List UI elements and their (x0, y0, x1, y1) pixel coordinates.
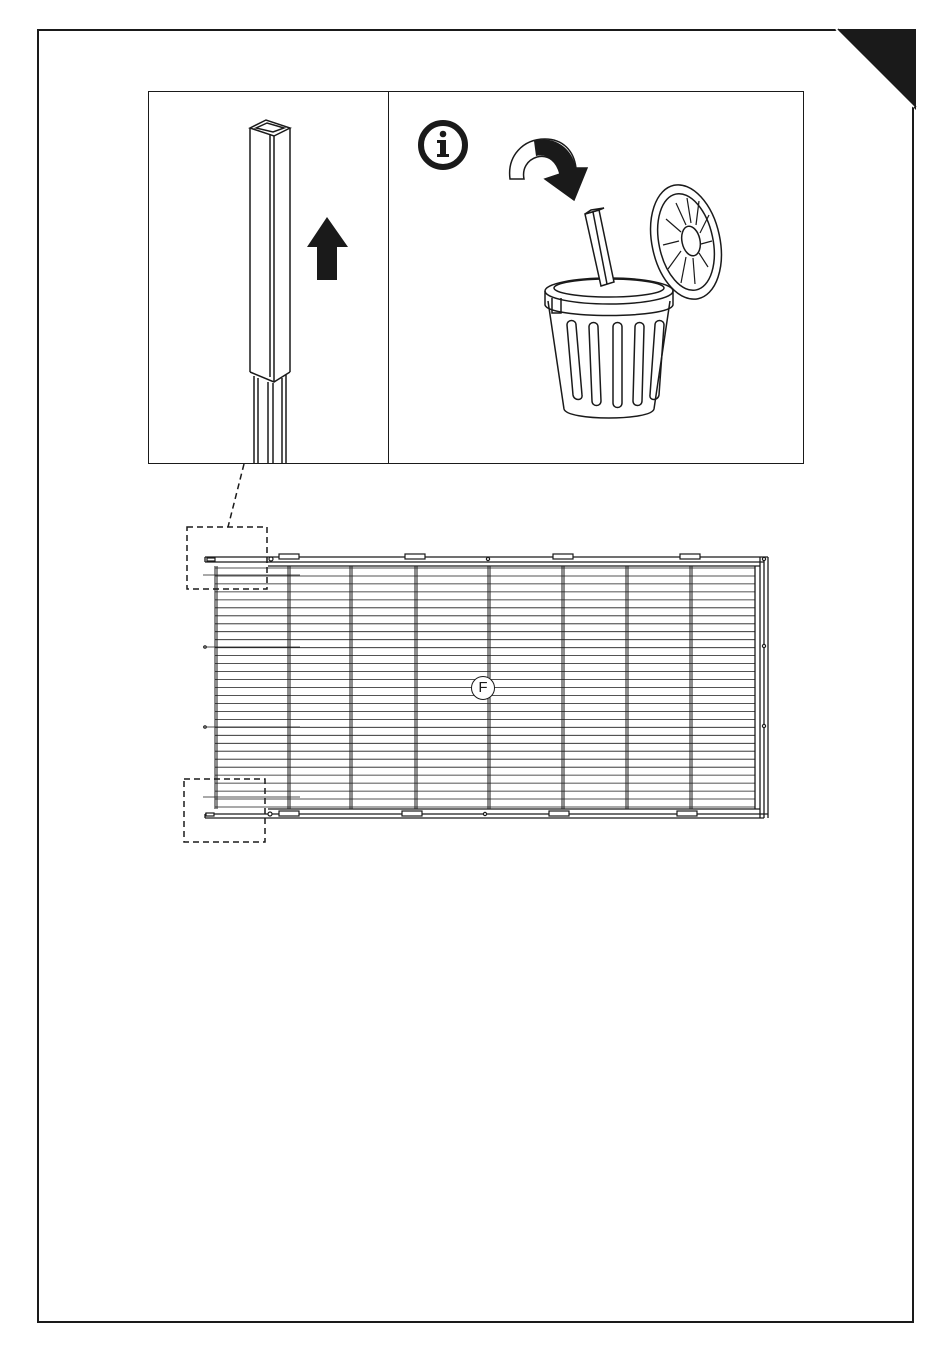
part-label-f: F (471, 676, 495, 700)
callout-box-top (187, 527, 267, 589)
callout-box-bottom (184, 779, 265, 842)
